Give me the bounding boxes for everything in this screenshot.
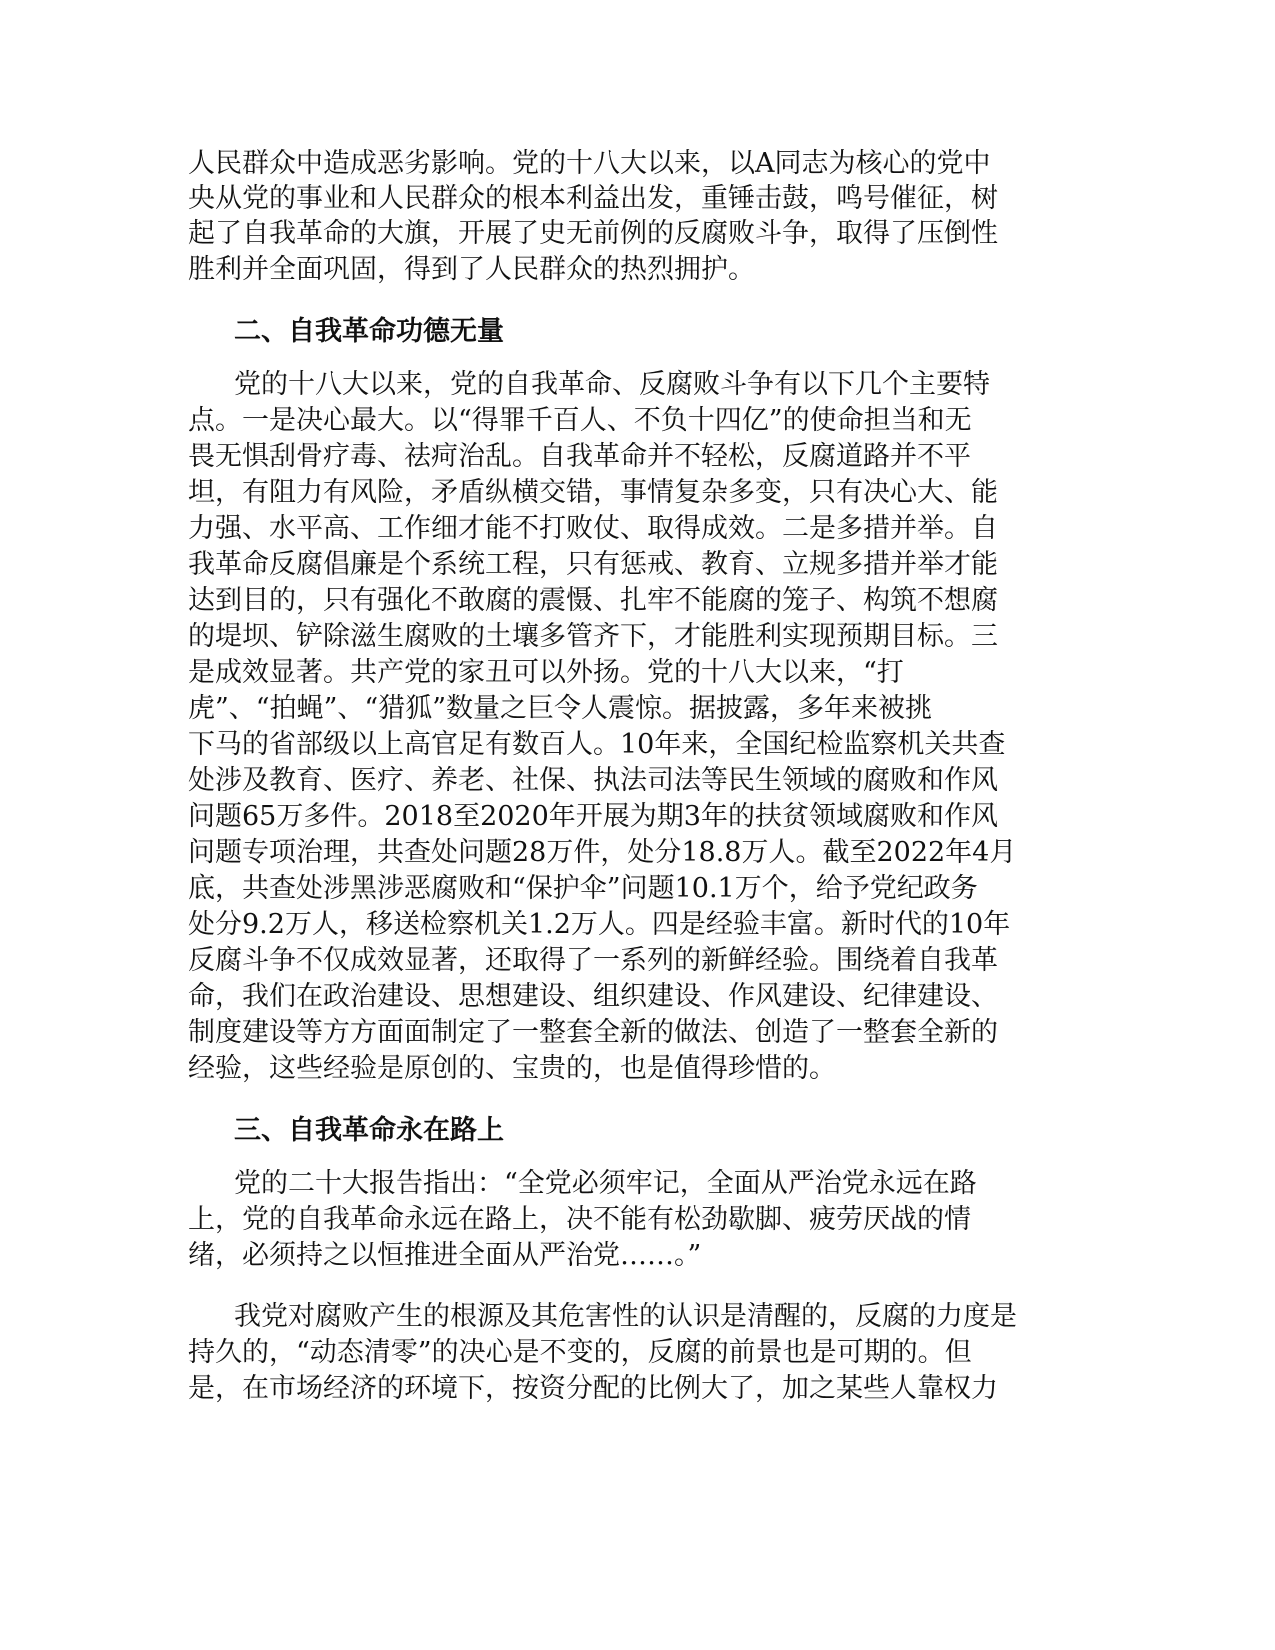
paragraph-4-line-3: 是，在市场经济的环境下，按资分配的比例大了，加之某些人靠权力	[188, 1373, 998, 1404]
paragraph-2-line-20: 经验，这些经验是原创的、宝贵的，也是值得珍惜的。	[188, 1053, 836, 1084]
section-heading-3: 三、自我革命永在路上	[234, 1115, 504, 1146]
paragraph-2-line-6: 我革命反腐倡廉是个系统工程，只有惩戒、教育、立规多措并举才能	[188, 549, 998, 580]
paragraph-2-line-12: 处涉及教育、医疗、养老、社保、执法司法等民生领域的腐败和作风	[188, 765, 998, 796]
paragraph-1-line-2: 央从党的事业和人民群众的根本利益出发，重锤击鼓，鸣号催征，树	[188, 183, 998, 214]
paragraph-4-line-1: 我党对腐败产生的根源及其危害性的认识是清醒的，反腐的力度是	[234, 1301, 1017, 1332]
paragraph-2-line-8: 的堤坝、铲除滋生腐败的土壤多管齐下，才能胜利实现预期目标。三	[188, 621, 998, 652]
paragraph-2-line-14: 问题专项治理，共查处问题28万件，处分18.8万人。截至2022年4月	[188, 837, 1017, 868]
paragraph-2-line-11: 下马的省部级以上高官足有数百人。10年来，全国纪检监察机关共查	[188, 729, 1006, 760]
paragraph-2-line-4: 坦，有阻力有风险，矛盾纵横交错，事情复杂多变，只有决心大、能	[188, 477, 998, 508]
paragraph-2-line-1: 党的十八大以来，党的自我革命、反腐败斗争有以下几个主要特	[234, 369, 990, 400]
paragraph-1-line-1: 人民群众中造成恶劣影响。党的十八大以来，以A同志为核心的党中	[188, 148, 991, 179]
paragraph-4-line-2: 持久的，“动态清零”的决心是不变的，反腐的前景也是可期的。但	[188, 1337, 972, 1368]
paragraph-3-line-2: 上，党的自我革命永远在路上，决不能有松劲歇脚、疲劳厌战的情	[188, 1204, 971, 1235]
paragraph-3-line-1: 党的二十大报告指出：“全党必须牢记，全面从严治党永远在路	[234, 1168, 977, 1199]
paragraph-1-line-4: 胜利并全面巩固，得到了人民群众的热烈拥护。	[188, 254, 755, 285]
section-heading-2: 二、自我革命功德无量	[234, 316, 504, 347]
paragraph-2-line-2: 点。一是决心最大。以“得罪千百人、不负十四亿”的使命担当和无	[188, 405, 972, 436]
paragraph-2-line-9: 是成效显著。共产党的家丑可以外扬。党的十八大以来，“打	[188, 657, 904, 688]
paragraph-2-line-10: 虎”、“拍蝇”、“猎狐”数量之巨令人震惊。据披露，多年来被挑	[188, 693, 933, 724]
paragraph-2-line-13: 问题65万多件。2018至2020年开展为期3年的扶贫领域腐败和作风	[188, 801, 998, 832]
paragraph-2-line-18: 命，我们在政治建设、思想建设、组织建设、作风建设、纪律建设、	[188, 981, 998, 1012]
paragraph-2-line-3: 畏无惧刮骨疗毒、祛疴治乱。自我革命并不轻松，反腐道路并不平	[188, 441, 971, 472]
paragraph-1-line-3: 起了自我革命的大旗，开展了史无前例的反腐败斗争，取得了压倒性	[188, 218, 998, 249]
paragraph-2-line-15: 底，共查处涉黑涉恶腐败和“保护伞”问题10.1万个，给予党纪政务	[188, 873, 978, 904]
paragraph-2-line-19: 制度建设等方方面面制定了一整套全新的做法、创造了一整套全新的	[188, 1017, 998, 1048]
paragraph-3-line-3: 绪，必须持之以恒推进全面从严治党……。”	[188, 1240, 702, 1271]
paragraph-2-line-7: 达到目的，只有强化不敢腐的震慑、扎牢不能腐的笼子、构筑不想腐	[188, 585, 998, 616]
paragraph-2-line-17: 反腐斗争不仅成效显著，还取得了一系列的新鲜经验。围绕着自我革	[188, 945, 998, 976]
paragraph-2-line-16: 处分9.2万人，移送检察机关1.2万人。四是经验丰富。新时代的10年	[188, 909, 1011, 940]
paragraph-2-line-5: 力强、水平高、工作细才能不打败仗、取得成效。二是多措并举。自	[188, 513, 998, 544]
